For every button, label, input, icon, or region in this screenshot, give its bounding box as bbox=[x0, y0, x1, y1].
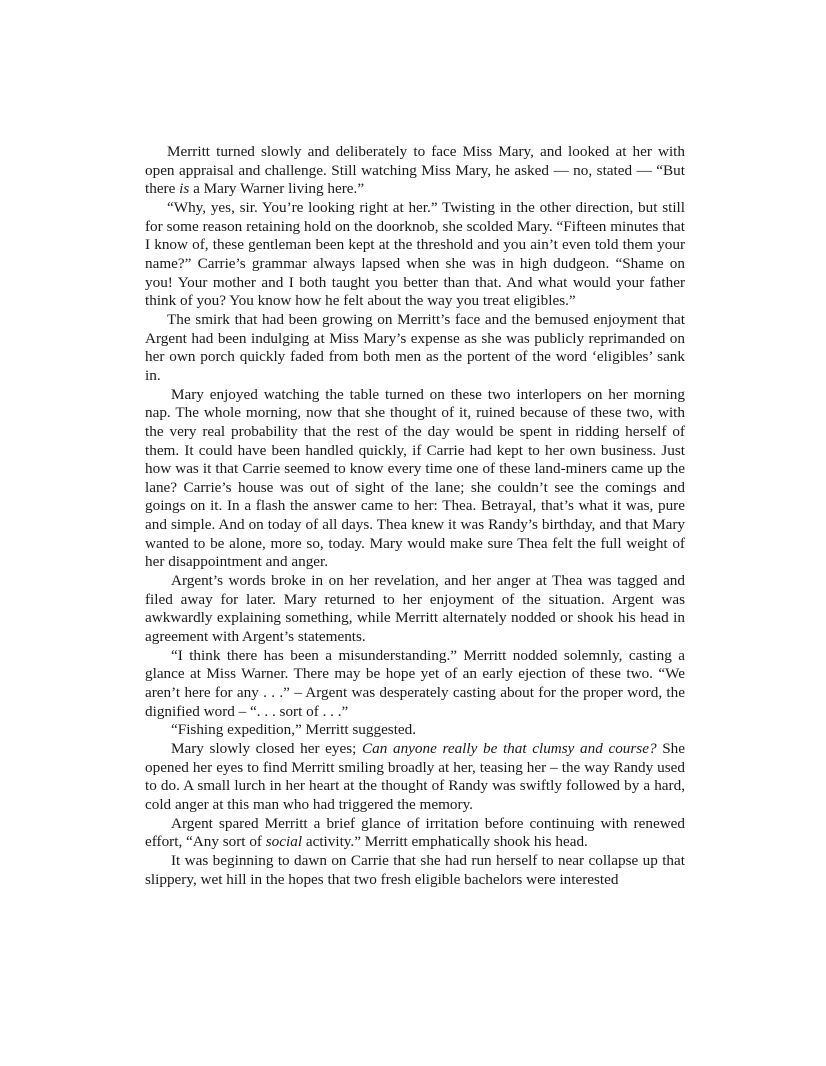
book-page-body bbox=[145, 143, 685, 889]
paragraph-10: It was beginning to dawn on Carrie that she had run herself to near collapse up that slippery, wet hill in the hopes that two fresh eligible bachelors were interested bbox=[145, 851, 685, 888]
paragraph-8: Mary slowly closed her eyes; Can anyone really be that clumsy and course? She opened her eyes to find Merritt smiling broadly at her, teasing her – the way Randy used to do. A small lurch in her heart at the thought of Randy was swiftly followed by a hard, cold anger at this man who had triggered the memory. bbox=[145, 740, 685, 813]
paragraph-2: “Why, yes, sir. You’re looking right at her.” Twisting in the other direction, but still for some reason retaining hold on the doorknob, she scolded Mary. “Fifteen minutes that I know of, these gentleman been kept at the threshold and you ain’t even told them your name?” Carrie’s grammar always lapsed when she was in high dudgeon. “Shame on you! Your mother and I both taught you better than that. And what would your father think of you? You know how he felt about the way you treat eligibles.” bbox=[145, 198, 685, 310]
paragraph-6: “I think there has been a misunderstanding.” Merritt nodded solemnly, casting a glance at Miss Warner. There may be hope yet of an early ejection of these two. “We aren’t here for any . . .” – Argent was desperately casting about for the proper word, the dignified word – “. . . sort of . . .” bbox=[145, 646, 685, 720]
paragraph-5: Argent’s words broke in on her revelation, and her anger at Thea was tagged and filed away for later. Mary returned to her enjoyment of the situation. Argent was awkwardly explaining something, while Merritt alternately nodded or shook his head in agreement with Argent’s statements. bbox=[145, 572, 685, 646]
paragraph-4: Mary enjoyed watching the table turned on these two interlopers on her morning nap. The whole morning, now that she thought of it, ruined because of these two, with the very real probability that the rest of the day would be spent in ridding herself of them. It could have been handled quickly, if Carrie had kept to her own business. Just how was it that Carrie seemed to know every time one of these land-miners came up the lane? Carrie’s house was out of sight of the lane; she couldn’t see the comings and goings on it. In a flash the answer came to her: Thea. Betrayal, that’s what it was, pure and simple. And on today of all days. Thea knew it was Randy’s birthday, and that Mary wanted to be alone, more so, today. Mary would make sure Thea felt the full weight of her disappointment and anger. bbox=[145, 385, 685, 571]
emphasis-clumsy: Can anyone really be that clumsy and course? bbox=[362, 740, 657, 757]
paragraph-1: Merritt turned slowly and deliberately to face Miss Mary, and looked at her with open appraisal and challenge. Still watching Miss Mary, he asked — no, stated — “But there is a Mary Warner living here.” bbox=[145, 143, 685, 198]
emphasis-social: social bbox=[265, 833, 303, 851]
emphasis-is: is bbox=[179, 180, 190, 198]
paragraph-7: “Fishing expedition,” Merritt suggested. bbox=[171, 721, 417, 739]
paragraph-3: The smirk that had been growing on Merritt’s face and the bemused enjoyment that Argent had been indulging at Miss Mary’s expense as she was publicly reprimanded on her own porch quickly faded from both men as the portent of the word ‘eligibles’ sank in. bbox=[145, 310, 685, 384]
paragraph-9: Argent spared Merritt a brief glance of irritation before continuing with renewed effort, “Any sort of social activity.” Merritt emphatically shook his head. bbox=[145, 814, 685, 851]
